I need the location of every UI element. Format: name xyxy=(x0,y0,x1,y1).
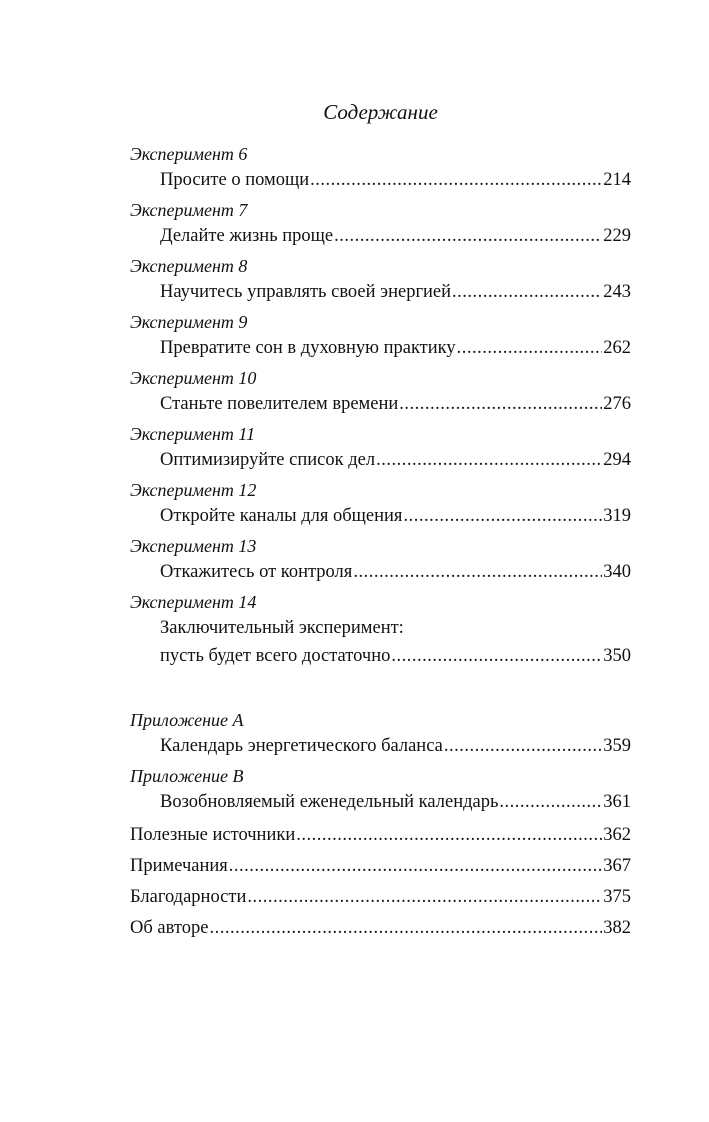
dot-leader xyxy=(209,913,602,944)
toc-entry[interactable] xyxy=(130,390,631,418)
toc-section-experiment-6 xyxy=(130,142,631,194)
dot-leader xyxy=(457,334,603,362)
entry-title: Просите о помощи xyxy=(160,170,310,190)
toc-entry-acknowledgements[interactable] xyxy=(130,882,631,913)
dot-leader xyxy=(353,558,602,586)
entry-title: Станьте повелителем времени xyxy=(160,394,399,414)
page-number: 214 xyxy=(603,170,631,190)
entry-title: Полезные источники xyxy=(130,825,296,845)
toc-entry-notes[interactable] xyxy=(130,851,631,882)
entry-title: Превратите сон в духовную практику xyxy=(160,338,456,358)
dot-leader xyxy=(376,446,602,474)
page-title: Содержание xyxy=(323,100,438,124)
entry-title: пусть будет всего достаточно xyxy=(160,646,391,666)
dot-leader xyxy=(444,732,602,760)
page-number: 359 xyxy=(603,736,631,756)
dot-leader xyxy=(399,390,602,418)
toc-section-experiment-11 xyxy=(130,422,631,474)
entry-title: Благодарности xyxy=(130,887,247,907)
dot-leader xyxy=(452,278,602,306)
toc-section-experiment-9 xyxy=(130,310,631,362)
dot-leader xyxy=(229,851,602,882)
entry-title: Откройте каналы для общения xyxy=(160,506,403,526)
toc-entry[interactable] xyxy=(130,732,631,760)
toc-section-appendix-b xyxy=(130,764,631,816)
toc-entry[interactable] xyxy=(130,788,631,816)
toc-entry[interactable] xyxy=(130,502,631,530)
dot-leader xyxy=(310,166,602,194)
page-number: 367 xyxy=(603,856,631,876)
entry-title: Возобновляемый еженедельный календарь xyxy=(160,792,499,812)
page-number: 229 xyxy=(603,226,631,246)
dot-leader xyxy=(334,222,602,250)
dot-leader xyxy=(391,642,602,670)
section-label: Приложение А xyxy=(130,710,244,730)
page-number: 243 xyxy=(603,282,631,302)
toc-section-experiment-8 xyxy=(130,254,631,306)
section-label: Эксперимент 11 xyxy=(130,424,256,444)
entry-title: Делайте жизнь проще xyxy=(160,226,334,246)
toc-entry[interactable] xyxy=(130,558,631,586)
toc-entry[interactable] xyxy=(130,642,631,670)
toc-section-experiment-14 xyxy=(130,590,631,670)
toc-entry[interactable] xyxy=(130,166,631,194)
page-number: 340 xyxy=(603,562,631,582)
toc-section-experiment-10 xyxy=(130,366,631,418)
toc-section-experiment-13 xyxy=(130,534,631,586)
section-label: Приложение В xyxy=(130,766,244,786)
entry-title: Примечания xyxy=(130,856,228,876)
page-number: 375 xyxy=(603,887,631,907)
page-number: 262 xyxy=(603,338,631,358)
section-label: Эксперимент 7 xyxy=(130,200,248,220)
page-number: 382 xyxy=(603,918,631,938)
entry-title-line: Заключительный эксперимент: xyxy=(160,618,404,638)
page-number: 319 xyxy=(603,506,631,526)
section-label: Эксперимент 6 xyxy=(130,144,248,164)
section-label: Эксперимент 9 xyxy=(130,312,248,332)
table-of-contents xyxy=(130,96,631,944)
entry-title: Оптимизируйте список дел xyxy=(160,450,376,470)
page-number: 362 xyxy=(603,825,631,845)
entry-title: Научитесь управлять своей энергией xyxy=(160,282,452,302)
toc-entry[interactable] xyxy=(130,222,631,250)
page-number: 361 xyxy=(603,792,631,812)
section-label: Эксперимент 13 xyxy=(130,536,257,556)
toc-entry-about-author[interactable] xyxy=(130,913,631,944)
entry-title: Об авторе xyxy=(130,918,209,938)
section-label: Эксперимент 12 xyxy=(130,480,257,500)
toc-entry[interactable] xyxy=(130,278,631,306)
page-number: 294 xyxy=(603,450,631,470)
dot-leader xyxy=(296,820,602,851)
toc-entry[interactable] xyxy=(130,334,631,362)
dot-leader xyxy=(247,882,602,913)
toc-section-appendix-a xyxy=(130,708,631,760)
entry-title: Откажитесь от контроля xyxy=(160,562,353,582)
section-label: Эксперимент 14 xyxy=(130,592,257,612)
page-number: 350 xyxy=(603,646,631,666)
toc-section-experiment-7 xyxy=(130,198,631,250)
toc-entry[interactable] xyxy=(130,446,631,474)
dot-leader xyxy=(499,788,602,816)
entry-title: Календарь энергетического баланса xyxy=(160,736,443,756)
section-label: Эксперимент 8 xyxy=(130,256,248,276)
dot-leader xyxy=(403,502,602,530)
section-label: Эксперимент 10 xyxy=(130,368,257,388)
section-gap xyxy=(130,674,631,708)
toc-entry-resources[interactable] xyxy=(130,820,631,851)
page-number: 276 xyxy=(603,394,631,414)
toc-section-experiment-12 xyxy=(130,478,631,530)
